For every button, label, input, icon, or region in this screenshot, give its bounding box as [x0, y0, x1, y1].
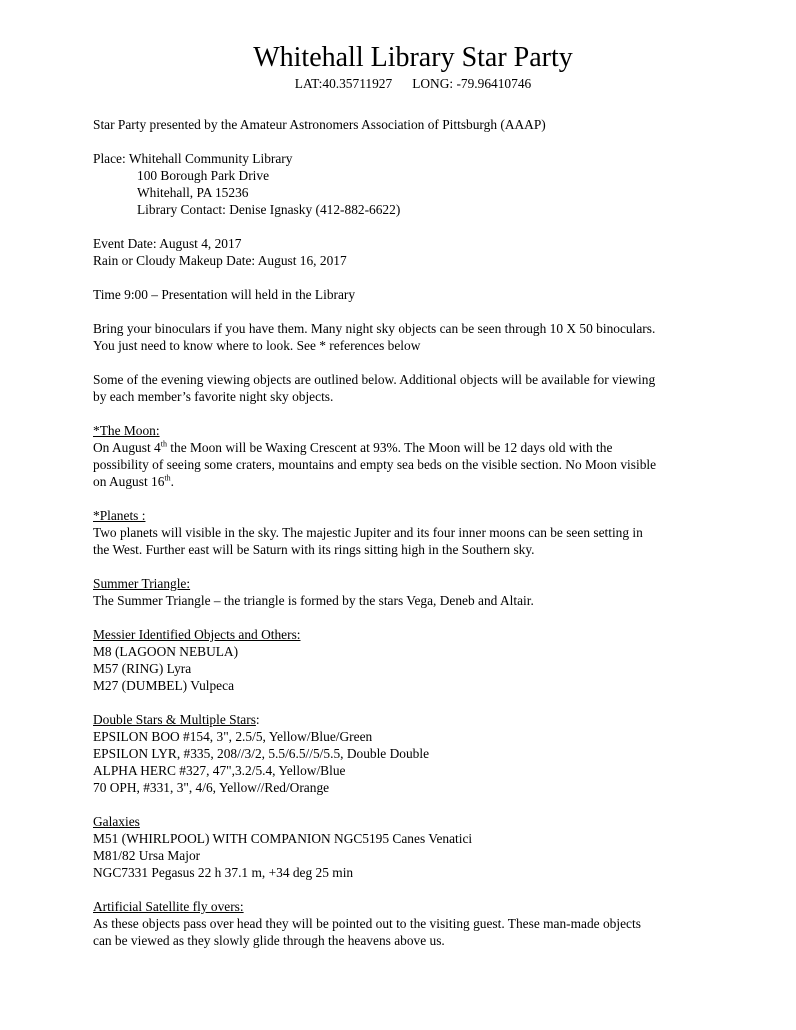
galaxies-heading: Galaxies [93, 814, 140, 829]
event-date: Event Date: August 4, 2017 [93, 236, 242, 251]
planets-heading: *Planets : [93, 508, 146, 523]
place-label: Place: Whitehall Community Library [93, 151, 293, 166]
moon-line3-pre: on August 16 [93, 474, 165, 489]
moon-line1-post: the Moon will be Waxing Crescent at 93%. The Moon will be 12 days old with the [166, 440, 613, 455]
moon-line3 [93, 473, 733, 490]
list-item: 70 OPH, #331, 3", 4/6, Yellow//Red/Orange [93, 780, 330, 795]
moon-line3-sup: th [164, 473, 171, 483]
moon-line1 [93, 439, 733, 456]
doubles-heading-suffix: : [255, 712, 260, 727]
doubles-section [93, 711, 733, 796]
list-item: M27 (DUMBEL) Vulpeca [93, 678, 235, 693]
document-page [93, 42, 733, 949]
list-item: M57 (RING) Lyra [93, 661, 192, 676]
place-contact: Library Contact: Denise Ignasky (412-882-6622) [137, 202, 401, 217]
latitude: LAT:40.35711927 [294, 76, 393, 91]
planets-line2: the West. Further east will be Saturn with its rings sitting high in the Southern sky. [93, 542, 535, 557]
planets-line1: Two planets will visible in the sky. The majestic Jupiter and its four inner moons can be seen setting in [93, 525, 643, 540]
time-text: Time 9:00 – Presentation will held in the Library [93, 287, 356, 302]
messier-heading: Messier Identified Objects and Others: [93, 627, 301, 642]
satellites-line1: As these objects pass over head they will be pointed out to the visiting guest. These man-made objects [93, 916, 641, 931]
moon-section [93, 422, 733, 490]
dates-section [93, 235, 733, 269]
triangle-section [93, 575, 733, 609]
planets-section [93, 507, 733, 558]
viewing-line1: Some of the evening viewing objects are outlined below. Additional objects will be available for viewing [93, 372, 656, 387]
place-address1: 100 Borough Park Drive [137, 168, 270, 183]
moon-line1-pre: On August 4 [93, 440, 161, 455]
moon-line3-post: . [170, 474, 175, 489]
longitude: LONG: -79.96410746 [412, 76, 532, 91]
viewing-line2: by each member’s favorite night sky objects. [93, 389, 334, 404]
list-item: ALPHA HERC #327, 47",3.2/5.4, Yellow/Blue [93, 763, 346, 778]
galaxies-section [93, 813, 733, 881]
coordinates [93, 75, 733, 92]
satellites-line2: can be viewed as they slowly glide through the heavens above us. [93, 933, 445, 948]
list-item: M81/82 Ursa Major [93, 848, 201, 863]
moon-heading: *The Moon: [93, 423, 160, 438]
triangle-heading: Summer Triangle: [93, 576, 191, 591]
binoculars-line1: Bring your binoculars if you have them. Many night sky objects can be seen through 10 X 50 binoculars. [93, 321, 656, 336]
satellites-section [93, 898, 733, 949]
intro-text: Star Party presented by the Amateur Astronomers Association of Pittsburgh (AAAP) [93, 117, 546, 132]
makeup-date: Rain or Cloudy Makeup Date: August 16, 2017 [93, 253, 347, 268]
doubles-heading-line [93, 711, 733, 728]
list-item: EPSILON BOO #154, 3", 2.5/5, Yellow/Blue/Green [93, 729, 373, 744]
moon-line1-sup: th [160, 439, 167, 449]
messier-section [93, 626, 733, 694]
time-section [93, 286, 733, 303]
viewing-section [93, 371, 733, 405]
triangle-line1: The Summer Triangle – the triangle is formed by the stars Vega, Deneb and Altair. [93, 593, 534, 608]
doubles-heading: Double Stars & Multiple Stars [93, 712, 256, 727]
place-address2: Whitehall, PA 15236 [137, 185, 249, 200]
list-item: M8 (LAGOON NEBULA) [93, 644, 239, 659]
place-section [93, 150, 733, 218]
binoculars-section [93, 320, 733, 354]
satellites-heading: Artificial Satellite fly overs: [93, 899, 244, 914]
moon-line2: possibility of seeing some craters, mountains and empty sea beds on the visible section. No Moon visible [93, 457, 657, 472]
list-item: M51 (WHIRLPOOL) WITH COMPANION NGC5195 Canes Venatici [93, 831, 473, 846]
list-item: NGC7331 Pegasus 22 h 37.1 m, +34 deg 25 min [93, 865, 354, 880]
page-title: Whitehall Library Star Party [253, 42, 573, 73]
binoculars-line2: You just need to know where to look. See * references below [93, 338, 421, 353]
list-item: EPSILON LYR, #335, 208//3/2, 5.5/6.5//5/5.5, Double Double [93, 746, 430, 761]
